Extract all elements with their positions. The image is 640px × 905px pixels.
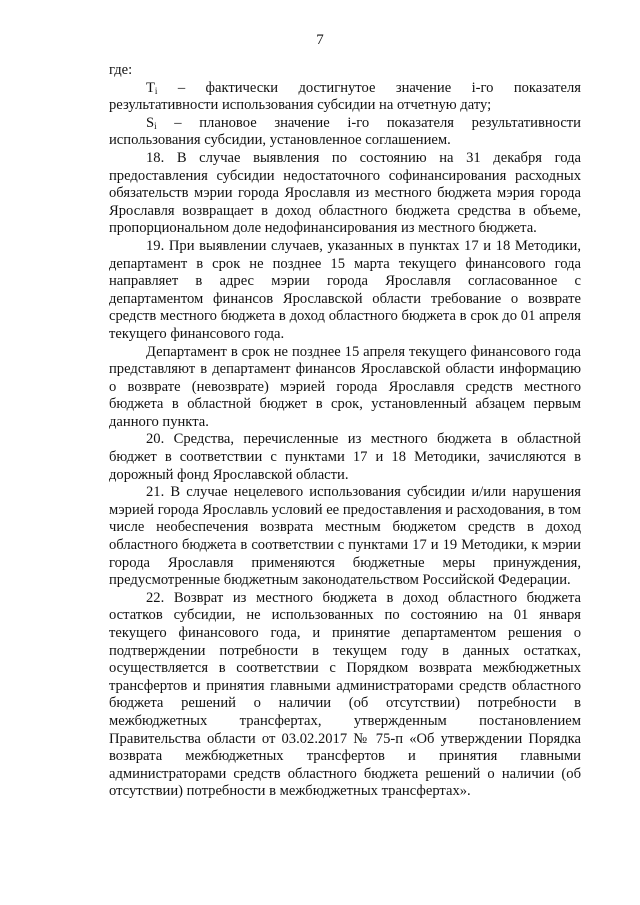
page-number: 7: [316, 32, 324, 48]
definition-t-symbol: T: [146, 79, 155, 96]
intro-word: где:: [109, 62, 133, 78]
definition-t-subscript: i: [154, 85, 158, 96]
document-body: [109, 62, 581, 801]
definition-t-text: – фактически достигнутое значение i-го показателя результативности использования субсидии на отчетную дату;: [109, 79, 581, 114]
paragraph-19: 19. При выявлении случаев, указанных в пунктах 17 и 18 Методики, департамент в срок не позднее 15 марта текущего финансового года направляет в адрес мэрии города Ярославля согласованное с департаментом финансов Ярославской области требование о возврате средств местного бюджета в доход областного бюджета в срок до 01 апреля текущего финансового года.: [109, 237, 581, 342]
definition-s-subscript: i: [154, 120, 157, 131]
paragraph-19-second: Департамент в срок не позднее 15 апреля текущего финансового года представляют в департамент финансов Ярославской области информацию о возврате (невозврате) мэрией города Ярославля средств местного бюджета в областной бюджет в срок, установленный абзацем первым данного пункта.: [109, 343, 581, 430]
definition-s: [109, 115, 581, 150]
paragraph-20: 20. Средства, перечисленные из местного бюджета в областной бюджет в соответствии с пунктами 17 и 18 Методики, зачисляются в дорожный фонд Ярославской области.: [109, 431, 581, 483]
paragraph-21: 21. В случае нецелевого использования субсидии и/или нарушения мэрией города Ярославль условий ее предоставления и расходования, в том числе необеспечения возврата местным бюджетом средств в доход областного бюджета в соответствии с пунктами 17 и 19 Методики, к мэрии города Ярославля применяются бюджетные меры принуждения, предусмотренные бюджетным законодательством Российской Федерации.: [109, 484, 581, 589]
paragraph-18: 18. В случае выявления по состоянию на 31 декабря года предоставления субсидии недостаточного софинансирования расходных обязательств мэрии города Ярославля из местного бюджета мэрия города Ярославля возвращает в доход областного бюджета средства в объеме, пропорциональном доле недофинансирования из местного бюджета.: [109, 149, 581, 237]
definition-s-text: – плановое значение i-го показателя результативности использования субсидии, установленное соглашением.: [109, 114, 581, 149]
definition-t: [109, 80, 581, 115]
definition-s-symbol: S: [146, 114, 155, 131]
paragraph-22: 22. Возврат из местного бюджета в доход областного бюджета остатков субсидии, не использованных по состоянию на 01 января текущего финансового года, и принятие департаментом решения о подтверждении потребности в текущем году в данных остатках, осуществляется в соответствии с Порядком возврата межбюджетных трансфертов и принятия главными администраторами средств областного бюджета решений о наличии (об отсутствии) потребности в межбюджетных трансфертах, утвержденным постановлением Правительства области от 03.02.2017 № 75-п «Об утверждении Порядка возврата межбюджетных трансфертов и принятия главными администраторами средств областного бюджета решений о наличии (об отсутствии) потребности в межбюджетных трансфертах».: [109, 589, 581, 800]
